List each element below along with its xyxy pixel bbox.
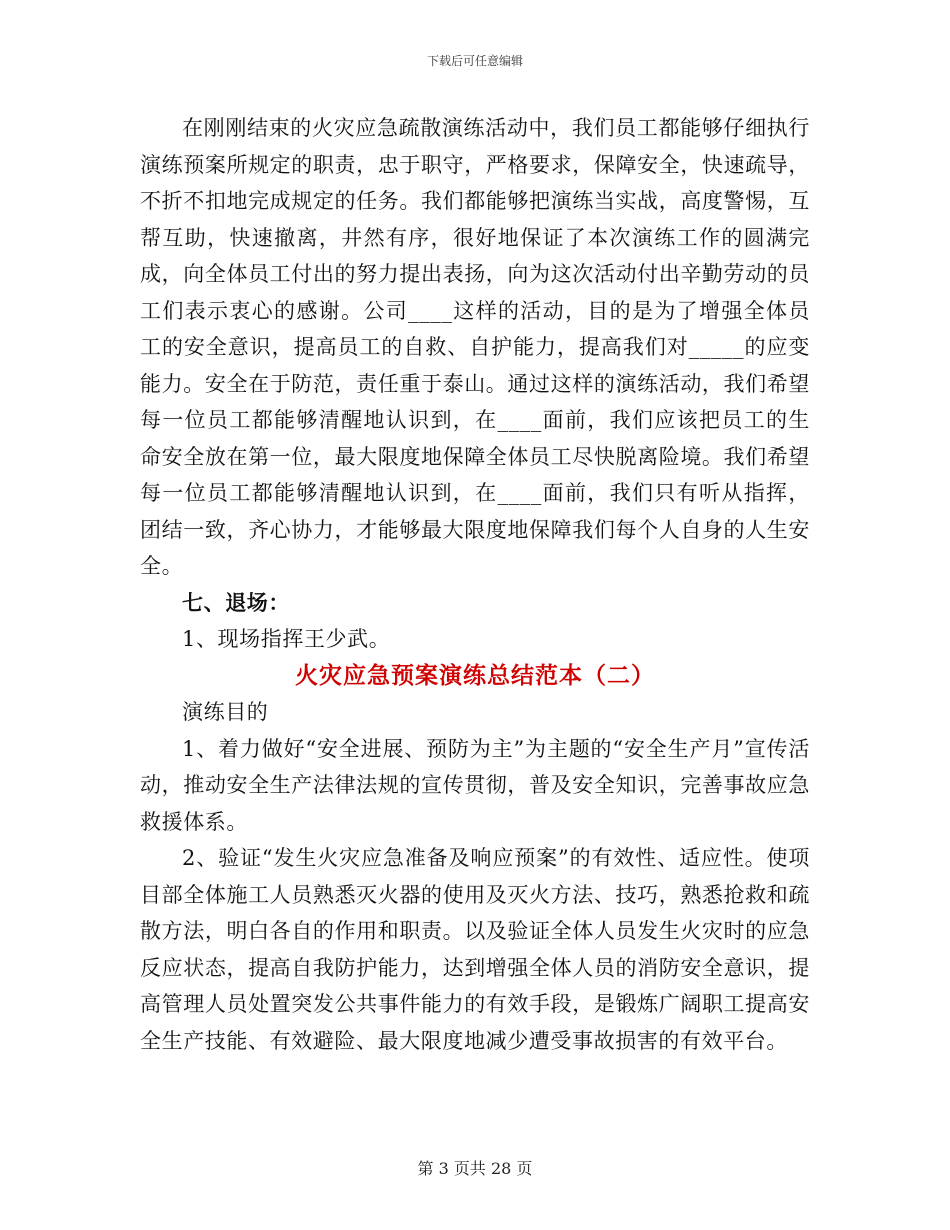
purpose-item-1: 1、着力做好“安全进展、预防为主”为主题的“安全生产月”宣传活动，推动安全生产法律法规的宣传贯彻，普及安全知识，完善事故应急救援体系。 <box>140 736 810 834</box>
purpose-item-2: 2、验证“发生火灾应急准备及响应预案”的有效性、适应性。使项目部全体施工人员熟悉灭火器的使用及灭火方法、技巧，熟悉抢救和疏散方法，明白各自的作用和职责。以及验证全体人员发生火灾时的应急反应状态，提高自我防护能力，达到增强全体人员的消防安全意识，提高管理人员处置突发公共事件能力的有效手段，是锻炼广阔职工提高安全生产技能、有效避险、最大限度地减少遭受事故损害的有效平台。 <box>140 846 810 1053</box>
header-note: 下载后可任意编辑 <box>426 54 523 68</box>
section-seven-item: 1、现场指挥王少武。 <box>182 627 391 651</box>
page-number: 第 3 页共 28 页 <box>417 1159 533 1178</box>
section-title: 火灾应急预案演练总结范本（二） <box>295 661 655 689</box>
section-seven-heading: 七、退场： <box>182 589 290 615</box>
intro-paragraph: 在刚刚结束的火灾应急疏散演练活动中，我们员工都能够仔细执行演练预案所规定的职责，忠于职守，严格要求，保障安全，快速疏导，不折不扣地完成规定的任务。我们都能够把演练当实战，高度警惕，互帮互助，快速撤离，井然有序，很好地保证了本次演练工作的圆满完成，向全体员工付出的努力提出表扬，向为这次活动付出辛勤劳动的员工们表示衷心的感谢。公司____这样的活动，目的是为了增强全体员工的安全意识，提高员工的自救、自护能力，提高我们对_____的应变能力。安全在于防范，责任重于泰山。通过这样的演练活动，我们希望每一位员工都能够清醒地认识到，在____面前，我们应该把员工的生命安全放在第一位，最大限度地保障全体员工尽快脱离险境。我们希望每一位员工都能够清醒地认识到，在____面前，我们只有听从指挥，团结一致，齐心协力，才能够最大限度地保障我们每个人自身的人生安全。 <box>140 116 810 578</box>
purpose-heading: 演练目的 <box>182 700 269 724</box>
document-body <box>140 110 810 1059</box>
